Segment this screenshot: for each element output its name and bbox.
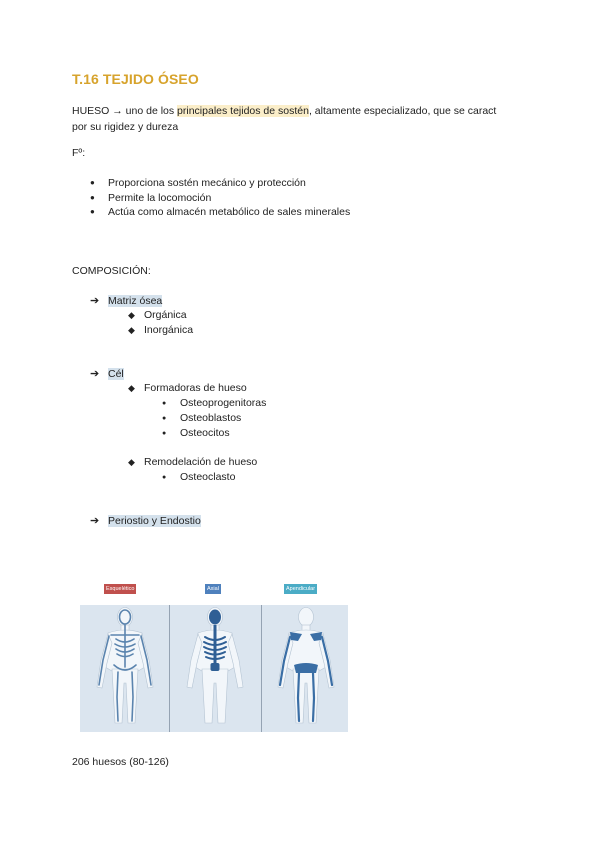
function-item: ● Proporciona sostén mecánico y protección <box>88 176 350 191</box>
bullet-icon: ● <box>162 474 167 481</box>
intro-line-1 <box>72 103 532 119</box>
formadoras-label: Formadoras de hueso <box>144 382 247 394</box>
intro-prefix: HUESO → uno de los <box>72 105 178 117</box>
intro-line-2: por su rigidez y dureza <box>72 121 179 133</box>
appendicular-skeleton <box>278 608 334 724</box>
page-title: T.16 TEJIDO ÓSEO <box>72 71 199 87</box>
matriz-row <box>90 294 162 307</box>
bullet-icon: ● <box>162 415 167 422</box>
formadoras-child-label: Osteoprogenitoras <box>180 397 267 409</box>
remodelacion-label: Remodelación de hueso <box>144 456 258 468</box>
diamond-icon: ◆ <box>128 383 135 393</box>
composition-label: COMPOSICIÓN: <box>72 265 151 277</box>
full-skeleton <box>97 608 153 724</box>
diamond-icon: ◆ <box>128 457 135 467</box>
skeleton-figure <box>80 578 348 732</box>
label-axial: Axial <box>207 586 219 592</box>
arrow-icon: ➔ <box>90 368 100 380</box>
bullet-icon: ● <box>162 430 167 437</box>
arrow-icon: ➔ <box>90 295 100 307</box>
matriz-child <box>128 309 187 321</box>
remodelacion-child <box>162 471 235 483</box>
function-item: ● Permite la locomoción <box>88 191 350 206</box>
cel-label: Cél <box>108 368 124 380</box>
arrow-icon: ➔ <box>90 515 100 527</box>
remodelacion-row <box>128 456 257 468</box>
intro-suffix: , altamente especializado, que se caract <box>308 105 497 117</box>
formadoras-child <box>162 397 266 409</box>
matriz-child <box>128 324 193 336</box>
matriz-child-label: Inorgánica <box>144 324 194 336</box>
formadoras-child-label: Osteoblastos <box>180 412 242 424</box>
functions-label: Fº: <box>72 147 86 159</box>
diamond-icon: ◆ <box>128 325 135 335</box>
bullet-icon: ● <box>162 400 167 407</box>
remodelacion-child-label: Osteoclasto <box>180 471 236 483</box>
label-esqueletico: Esquelético <box>106 586 135 592</box>
intro-paragraph <box>72 103 532 135</box>
skeleton-drawing <box>80 605 348 732</box>
cel-row <box>90 367 124 380</box>
matriz-child-label: Orgánica <box>144 309 187 321</box>
diamond-icon: ◆ <box>128 310 135 320</box>
axial-skeleton <box>187 608 243 724</box>
formadoras-child <box>162 427 230 439</box>
intro-highlight: principales tejidos de sostén <box>177 105 309 117</box>
function-item: ● Actúa como almacén metabólico de sales minerales <box>88 205 350 220</box>
periostio-label: Periostio y Endostio <box>108 515 201 527</box>
formadoras-child-label: Osteocitos <box>180 427 230 439</box>
matriz-label: Matriz ósea <box>108 295 163 307</box>
formadoras-child <box>162 412 241 424</box>
functions-list <box>88 176 350 220</box>
formadoras-row <box>128 382 247 394</box>
label-apendicular: Apendicular <box>286 586 316 592</box>
periostio-row <box>90 514 201 527</box>
bone-count: 206 huesos (80-126) <box>72 756 169 768</box>
